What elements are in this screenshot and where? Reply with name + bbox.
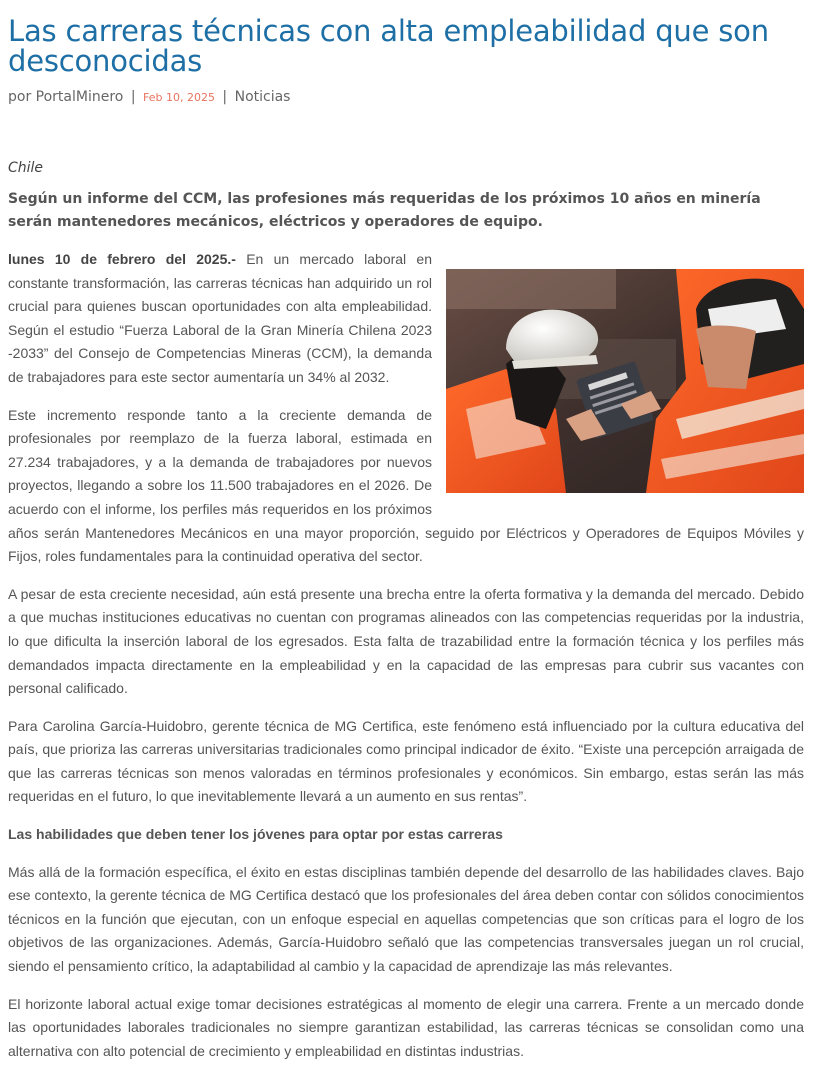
article-body: [8, 248, 804, 1077]
meta-separator: |: [222, 89, 228, 105]
article-location: Chile: [8, 160, 44, 176]
author-prefix: por: [8, 89, 32, 105]
body-paragraph: Este incremento responde tanto a la creciente demanda de profesionales por reemplazo de la fuerza laboral, estimada en 27.234 trabajadores, y a la demanda de trabajadores por nuevos proyectos, llegando a sobre los 11.500 trabajadores en el 2026. De acuerdo con el informe, los perfiles más requeridos en los próximos años serán Mantenedores Mecánicos en una mayor proporción, seguido por Eléctricos y Operadores de Equipos Móviles y Fijos, roles fundamentales para la continuidad operativa del sector.: [8, 406, 804, 565]
publish-date: Feb 10, 2025: [143, 91, 215, 104]
meta-separator: |: [130, 89, 136, 105]
article-photo: [446, 269, 804, 493]
author-link[interactable]: PortalMinero: [35, 89, 124, 105]
body-paragraph: Para Carolina García-Huidobro, gerente técnica de MG Certifica, este fenómeno está influenciado por la cultura educativa del país, que prioriza las carreras universitarias tradicionales como principal indicador de éxito. “Existe una percepción arraigada de que las carreras técnicas son menos valoradas en términos profesionales y económicos. Sin embargo, estas serán las más requeridas en el futuro, lo que inevitablemente llevará a un aumento en sus rentas”.: [8, 717, 804, 805]
category-link[interactable]: Noticias: [234, 89, 291, 105]
section-heading: Las habilidades que deben tener los jóvenes para optar por estas carreras: [8, 826, 503, 843]
article-title: Las carreras técnicas con alta empleabilidad que son desconocidas: [8, 14, 769, 78]
body-paragraph: El horizonte laboral actual exige tomar decisiones estratégicas al momento de elegir una carrera. Frente a un mercado donde las oportunidades laborales tradicionales no siempre garantizan estabilidad, las carreras técnicas se consolidan como una alternativa con alto potencial de crecimiento y empleabilidad en distintas industrias.: [8, 995, 804, 1059]
body-paragraph: Más allá de la formación específica, el éxito en estas disciplinas también depende del desarrollo de las habilidades claves. Bajo ese contexto, la gerente técnica de MG Certifica destacó que los profesionales del área deben contar con sólidos conocimientos técnicos en la función que ejecutan, con un enfoque especial en aquellas competencias que son críticas para el logro de los objetivos de las organizaciones. Además, García-Huidobro señaló que las competencias transversales juegan un rol crucial, siendo el pensamiento crítico, la adaptabilidad al cambio y la capacidad de aprendizaje las más relevantes.: [8, 863, 804, 975]
article-meta: [8, 88, 804, 106]
body-paragraph: A pesar de esta creciente necesidad, aún está presente una brecha entre la oferta formativa y la demanda del mercado. Debido a que muchas instituciones educativas no cuentan con programas alineados con las competencias requeridas por la industria, lo que dificulta la inserción laboral de los egresados. Esta falta de trazabilidad entre la formación técnica y los perfiles más demandados impacta directamente en la empleabilidad y en la capacidad de las empresas para cubrir sus vacantes con personal calificado.: [8, 585, 804, 697]
article: [8, 0, 804, 1059]
dateline: lunes 10 de febrero del 2025.-: [8, 251, 236, 267]
article-lead: Según un informe del CCM, las profesiones más requeridas de los próximos 10 años en minería serán mantenedores mecánicos, eléctricos y operadores de equipo.: [8, 191, 761, 230]
paragraph-text: En un mercado laboral en constante transformación, las carreras técnicas han adquirido un rol crucial para quienes buscan oportunidades con alta empleabilidad. Según el estudio “Fuerza Laboral de la Gran Minería Chilena 2023 -2033” del Consejo de Competencias Mineras (CCM), la demanda de trabajadores para este sector aumentaría un 34% al 2032.: [8, 251, 432, 385]
